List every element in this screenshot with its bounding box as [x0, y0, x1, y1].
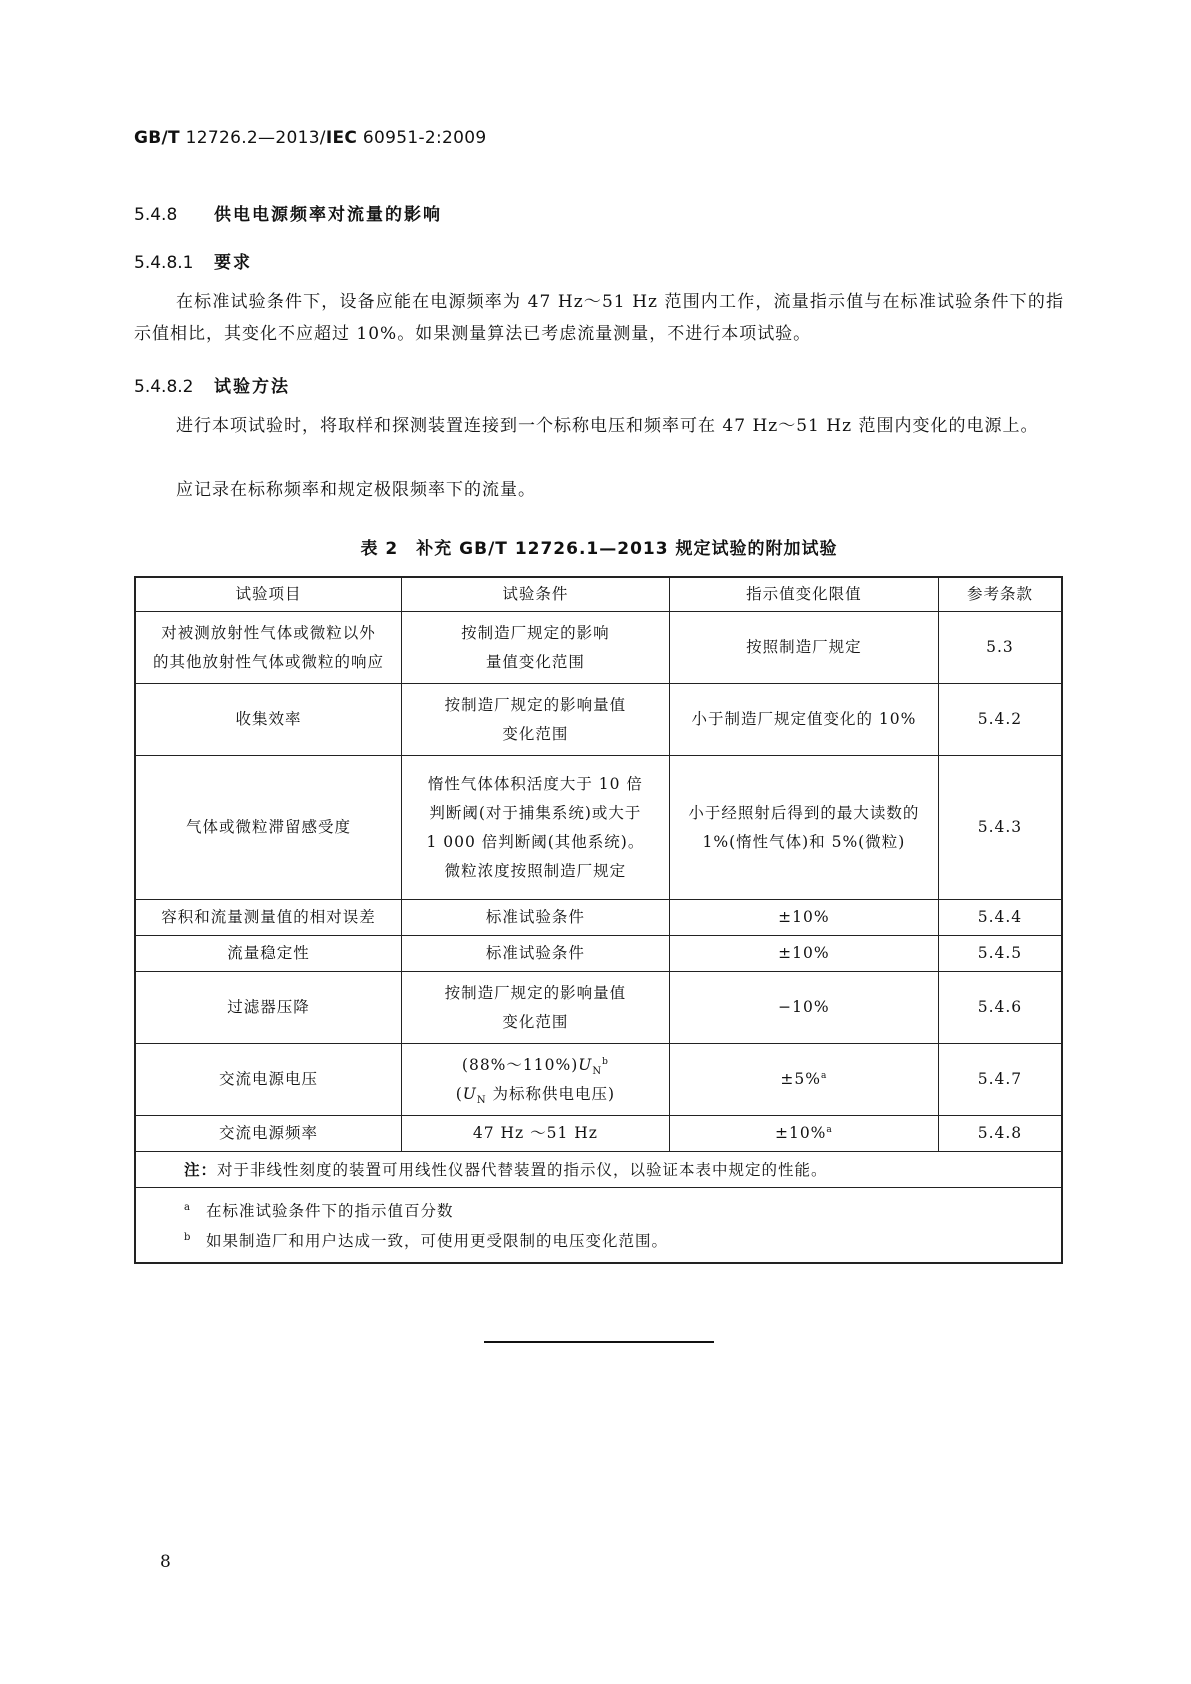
- table-cell: 交流电源频率: [135, 1116, 401, 1152]
- table-row: [135, 972, 1062, 1044]
- table-cell: 惰性气体体积活度大于 10 倍 判断阈(对于捕集系统)或大于 1 000 倍判断阈(其他系统)。 微粒浓度按照制造厂规定: [401, 756, 669, 900]
- table-cell: 过滤器压降: [135, 972, 401, 1044]
- table-cell: 5.3: [938, 612, 1062, 684]
- table-caption: 表 2 补充 GB/T 12726.1—2013 规定试验的附加试验: [360, 539, 838, 559]
- table-cell: 流量稳定性: [135, 936, 401, 972]
- table-cell: 5.4.7: [938, 1044, 1062, 1116]
- table-row: [135, 756, 1062, 900]
- additional-tests-table: [134, 576, 1063, 1264]
- table-cell: 容积和流量测量值的相对误差: [135, 900, 401, 936]
- table-cell: 按制造厂规定的影响 量值变化范围: [401, 612, 669, 684]
- table-cell: 按制造厂规定的影响量值 变化范围: [401, 684, 669, 756]
- table-cell: ±10%: [669, 900, 938, 936]
- page-number: 8: [160, 1552, 171, 1572]
- table-row: [135, 612, 1062, 684]
- table-cell: 5.4.8: [938, 1116, 1062, 1152]
- table-cell: 5.4.4: [938, 900, 1062, 936]
- table-cell: 按照制造厂规定: [669, 612, 938, 684]
- table-cell: 小于经照射后得到的最大读数的 1%(惰性气体)和 5%(微粒): [669, 756, 938, 900]
- footnote-a: a 在标准试验条件下的指示值百分数: [184, 1201, 454, 1220]
- section-5-4-8-1-paragraph: 在标准试验条件下，设备应能在电源频率为 47 Hz～51 Hz 范围内工作，流量指示值与在标准试验条件下的指示值相比，其变化不应超过 10%。如果测量算法已考虑流量测量，不进行本项试验。: [134, 292, 1064, 344]
- table-cell: −10%: [669, 972, 938, 1044]
- table-footnotes-row: [135, 1188, 1062, 1264]
- section-5-4-8-2-heading: 5.4.8.2 试验方法: [134, 377, 290, 397]
- document-header: GB/T 12726.2—2013/IEC 60951-2:2009: [134, 128, 487, 148]
- footnote-b: b 如果制造厂和用户达成一致，可使用更受限制的电压变化范围。: [184, 1231, 669, 1250]
- table-cell: 收集效率: [135, 684, 401, 756]
- table-cell: 标准试验条件: [401, 936, 669, 972]
- table-cell: 小于制造厂规定值变化的 10%: [669, 684, 938, 756]
- section-5-4-8-1-heading: 5.4.8.1 要求: [134, 253, 252, 273]
- table-row: [135, 684, 1062, 756]
- table-note-row: [135, 1152, 1062, 1188]
- col-header: 试验项目: [135, 577, 401, 612]
- table-cell: 对被测放射性气体或微粒以外 的其他放射性气体或微粒的响应: [135, 612, 401, 684]
- table-row: [135, 900, 1062, 936]
- section-5-4-8-heading: 5.4.8 供电电源频率对流量的影响: [134, 205, 442, 225]
- table-cell: 47 Hz ～51 Hz: [401, 1116, 669, 1152]
- table-cell: 标准试验条件: [401, 900, 669, 936]
- table-row: [135, 1044, 1062, 1116]
- table-cell: $(88\%\sim 110\%)U_N^b$ ($U_N$ 为标称供电电压): [401, 1044, 669, 1116]
- table-cell: 5.4.2: [938, 684, 1062, 756]
- table-cell: 按制造厂规定的影响量值 变化范围: [401, 972, 669, 1044]
- end-rule: [484, 1341, 714, 1343]
- table-cell: 5.4.3: [938, 756, 1062, 900]
- col-header: 试验条件: [401, 577, 669, 612]
- table-cell: 气体或微粒滞留感受度: [135, 756, 401, 900]
- table-row: [135, 1116, 1062, 1152]
- table-footnotes: [135, 1188, 1062, 1264]
- table-note: 注：对于非线性刻度的装置可用线性仪器代替装置的指示仪，以验证本表中规定的性能。: [135, 1152, 1062, 1188]
- table-cell: ±10%$^a$: [669, 1116, 938, 1152]
- table-cell: 5.4.5: [938, 936, 1062, 972]
- table-row: [135, 936, 1062, 972]
- table-header-row: [135, 577, 1062, 612]
- table-cell: 交流电源电压: [135, 1044, 401, 1116]
- section-5-4-8-2-paragraph-2: 应记录在标称频率和规定极限频率下的流量。: [176, 480, 536, 500]
- col-header: 指示值变化限值: [669, 577, 938, 612]
- col-header: 参考条款: [938, 577, 1062, 612]
- table-cell: 5.4.6: [938, 972, 1062, 1044]
- table-cell: ±10%: [669, 936, 938, 972]
- table-cell: ±5%$^a$: [669, 1044, 938, 1116]
- section-5-4-8-2-paragraph-1: 进行本项试验时，将取样和探测装置连接到一个标称电压和频率可在 47 Hz～51 Hz 范围内变化的电源上。: [176, 416, 1039, 436]
